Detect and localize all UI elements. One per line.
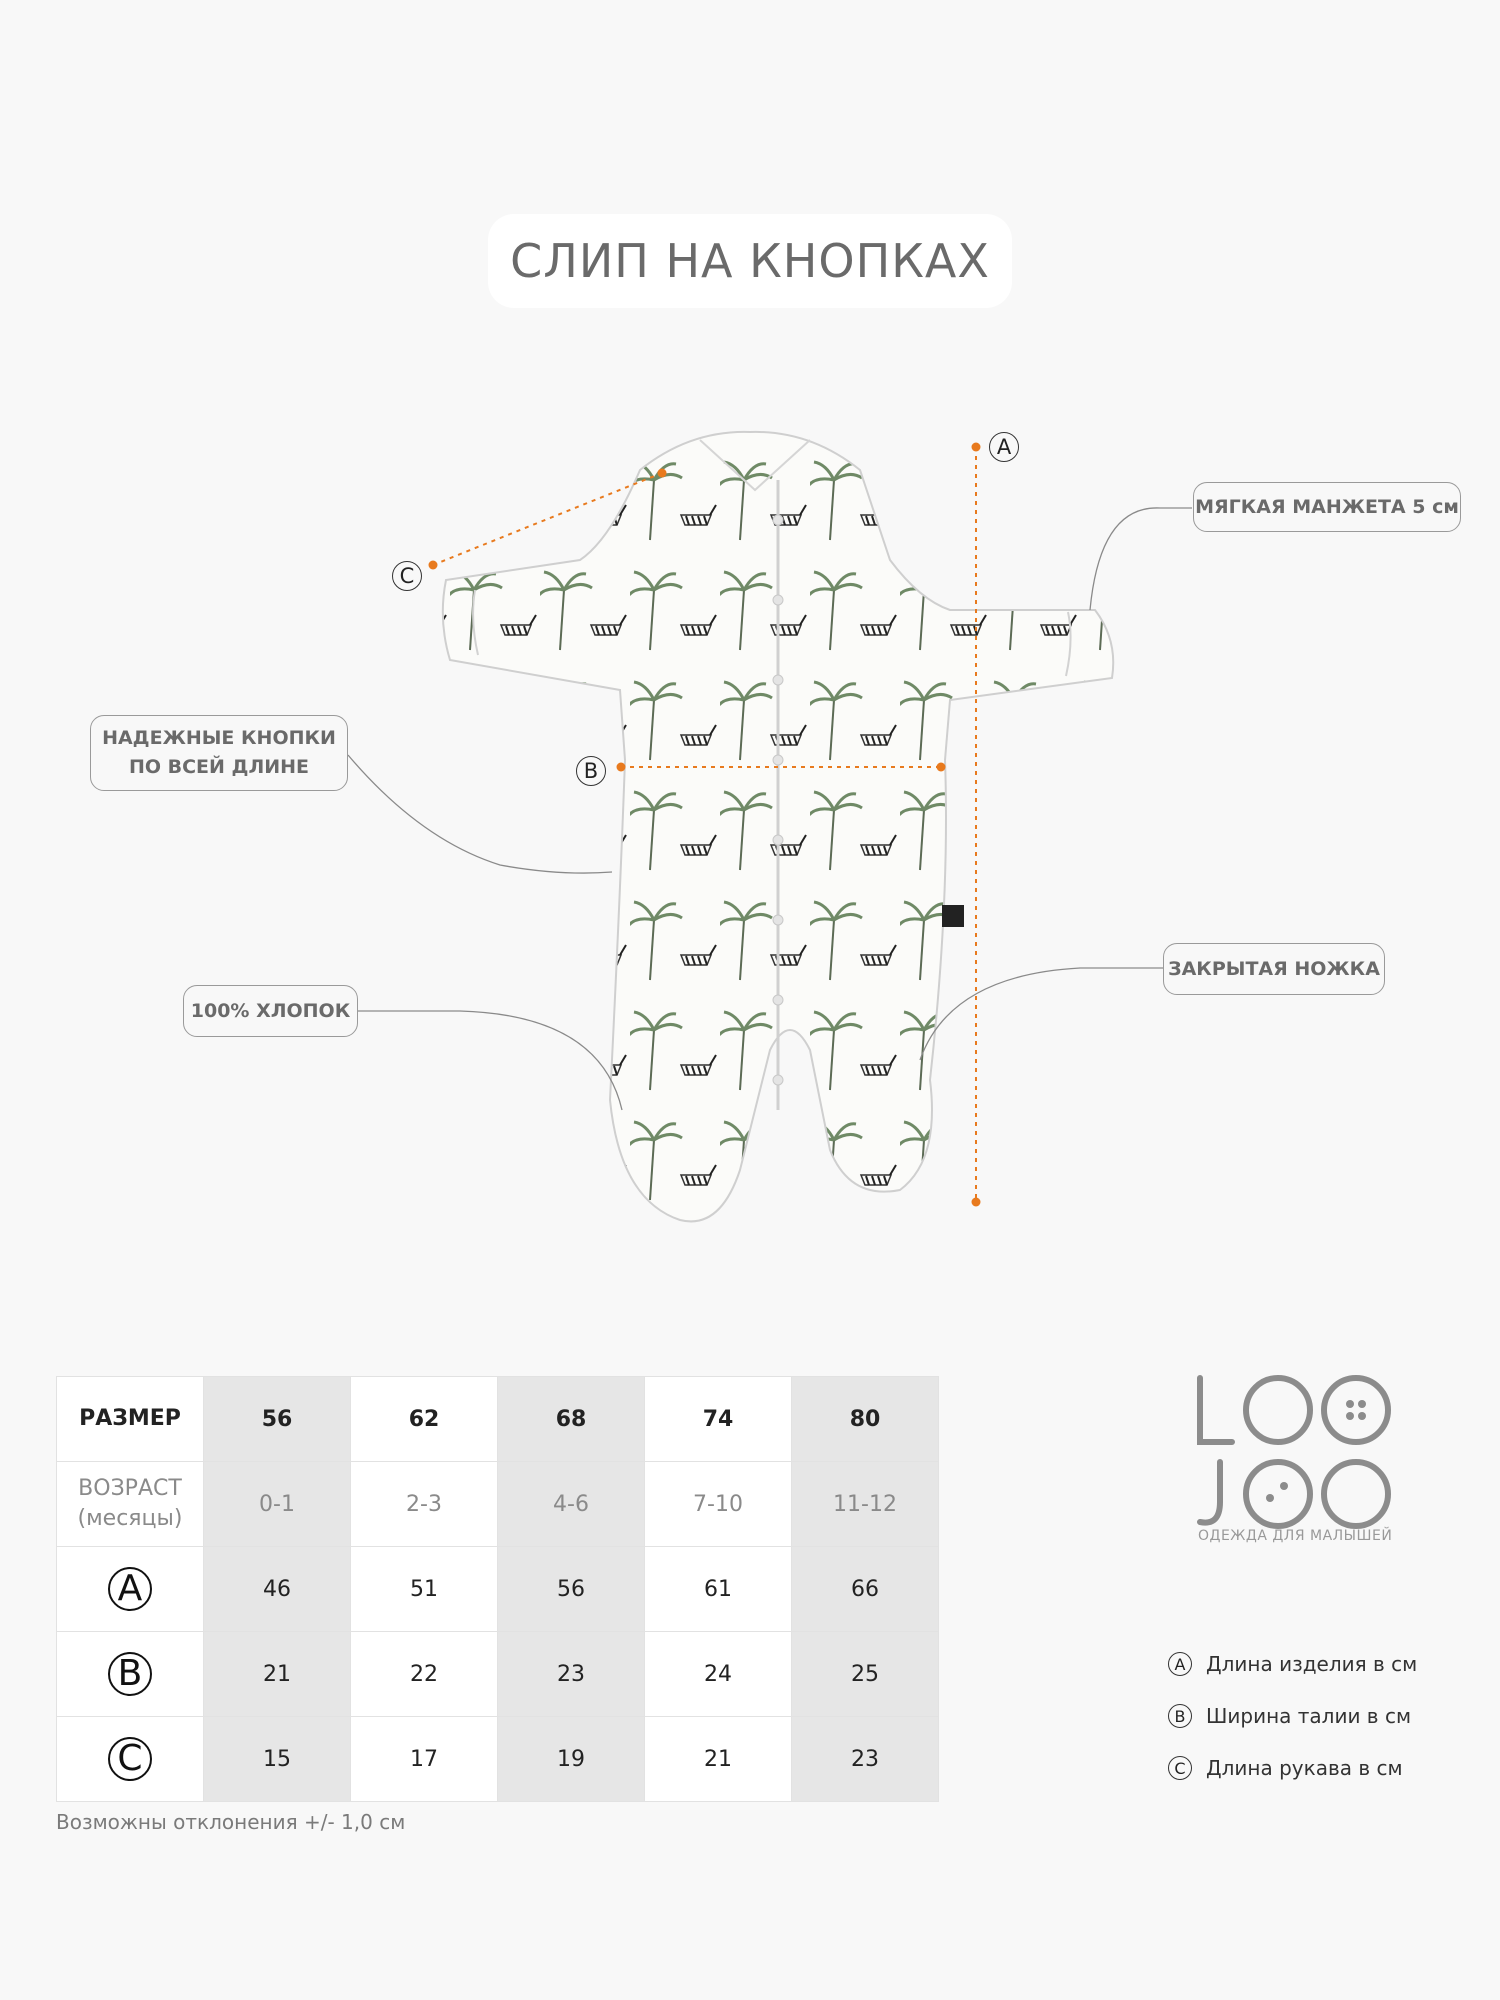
value-cell: 25: [792, 1632, 939, 1717]
age-label-line1: ВОЗРАСТ: [78, 1476, 182, 1501]
value-cell: 56: [498, 1547, 645, 1632]
value-cell: 19: [498, 1717, 645, 1802]
size-table: [56, 1376, 939, 1802]
callout-buttons-line1: НАДЕЖНЫЕ КНОПКИ: [102, 727, 336, 749]
callout-buttons-line2: ПО ВСЕЙ ДЛИНЕ: [128, 756, 310, 778]
callout-cotton: [183, 985, 358, 1037]
callout-closed-foot-text: ЗАКРЫТАЯ НОЖКА: [1168, 957, 1380, 980]
buttons-leader: [348, 755, 612, 873]
legend-text: Длина рукава в см: [1206, 1756, 1403, 1780]
value-cell: 66: [792, 1547, 939, 1632]
value-cell: 21: [645, 1717, 792, 1802]
legend-text: Длина изделия в см: [1206, 1652, 1418, 1676]
marker-b-badge: B: [108, 1652, 152, 1696]
legend-text: Ширина талии в см: [1206, 1704, 1412, 1728]
size-74: 74: [645, 1377, 792, 1462]
marker-a: A: [989, 432, 1019, 462]
row-a-label: [57, 1547, 204, 1632]
sleepsuit: [443, 432, 1113, 1222]
age-label-line2: (месяцы): [77, 1506, 183, 1531]
legend-marker-c: C: [1168, 1756, 1192, 1780]
age-cell: 4-6: [498, 1462, 645, 1547]
value-cell: 21: [204, 1632, 351, 1717]
age-cell: 7-10: [645, 1462, 792, 1547]
legend-item: [1168, 1690, 1417, 1742]
marker-b: B: [576, 756, 606, 786]
size-row: [57, 1377, 939, 1462]
foot-leader: [920, 968, 1164, 1060]
row-c-label: [57, 1717, 204, 1802]
legend-item: [1168, 1742, 1417, 1794]
age-cell: 2-3: [351, 1462, 498, 1547]
legend-item: [1168, 1638, 1417, 1690]
cuff-leader: [1090, 508, 1192, 610]
callout-closed-foot: [1163, 943, 1385, 995]
age-header-label: [57, 1462, 204, 1547]
size-56: 56: [204, 1377, 351, 1462]
cotton-leader: [358, 1011, 622, 1110]
age-row: [57, 1462, 939, 1547]
size-62: 62: [351, 1377, 498, 1462]
size-68: 68: [498, 1377, 645, 1462]
legend-marker-a: A: [1168, 1652, 1192, 1676]
callout-buttons: [90, 715, 348, 791]
age-cell: 0-1: [204, 1462, 351, 1547]
size-80: 80: [792, 1377, 939, 1462]
value-cell: 23: [792, 1717, 939, 1802]
row-b-label: [57, 1632, 204, 1717]
callout-soft-cuff: [1193, 482, 1461, 532]
age-cell: 11-12: [792, 1462, 939, 1547]
measure-a-row: [57, 1547, 939, 1632]
brand-logo: [1190, 1372, 1400, 1532]
value-cell: 46: [204, 1547, 351, 1632]
size-header-label: РАЗМЕР: [57, 1377, 204, 1462]
brand-tagline: ОДЕЖДА ДЛЯ МАЛЫШЕЙ: [1198, 1528, 1393, 1544]
tolerance-note: Возможны отклонения +/- 1,0 см: [56, 1810, 406, 1834]
marker-a-badge: A: [108, 1567, 152, 1611]
callout-soft-cuff-text: МЯГКАЯ МАНЖЕТА 5 см: [1195, 495, 1459, 518]
value-cell: 15: [204, 1717, 351, 1802]
measure-c-row: [57, 1717, 939, 1802]
page-title: СЛИП НА КНОПКАХ: [488, 214, 1012, 308]
measure-a-guide: [972, 443, 981, 1207]
callout-cotton-text: 100% ХЛОПОК: [190, 999, 351, 1022]
marker-c-badge: C: [108, 1737, 152, 1781]
value-cell: 51: [351, 1547, 498, 1632]
measurement-legend: [1168, 1638, 1417, 1794]
measure-b-row: [57, 1632, 939, 1717]
value-cell: 23: [498, 1632, 645, 1717]
value-cell: 17: [351, 1717, 498, 1802]
value-cell: 61: [645, 1547, 792, 1632]
legend-marker-b: B: [1168, 1704, 1192, 1728]
marker-c: C: [392, 561, 422, 591]
value-cell: 22: [351, 1632, 498, 1717]
value-cell: 24: [645, 1632, 792, 1717]
